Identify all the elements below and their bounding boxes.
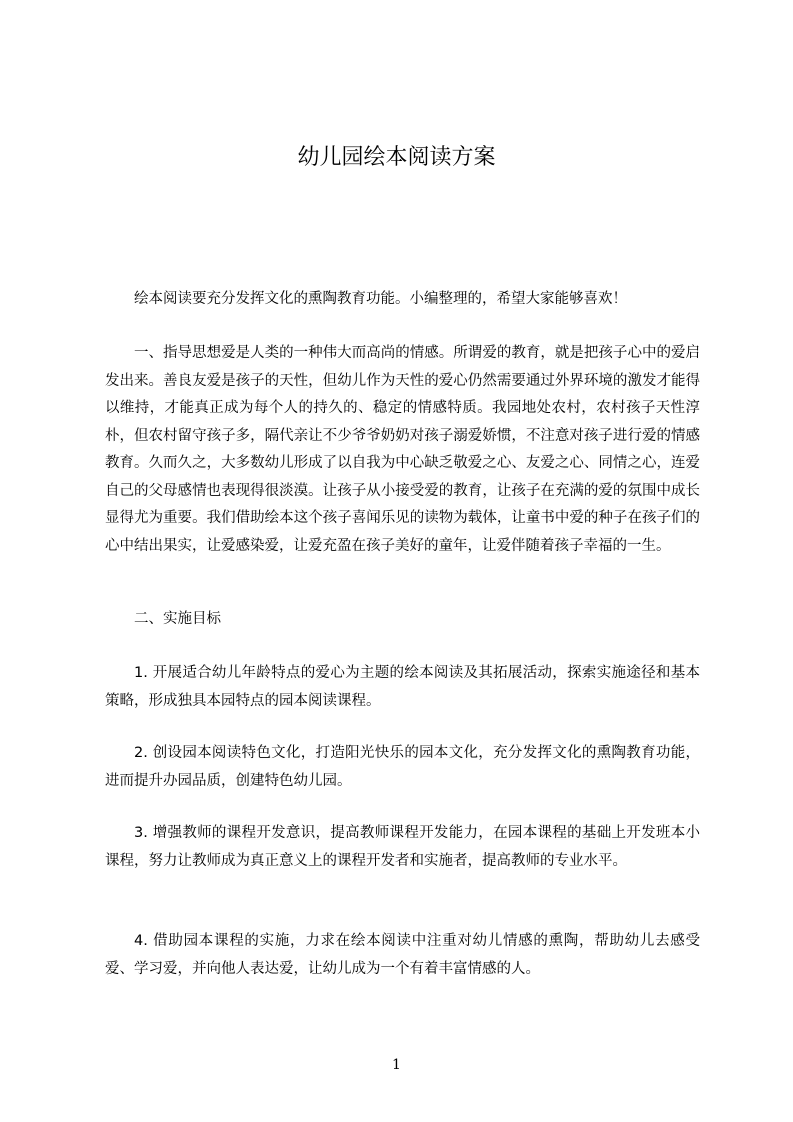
goal-item-1: 1. 开展适合幼儿年龄特点的爱心为主题的绘本阅读及其拓展活动，探索实施途径和基本策略，形成独具本园特点的园本阅读课程。 [105,665,700,709]
intro-paragraph: 绘本阅读要充分发挥文化的熏陶教育功能。小编整理的，希望大家能够喜欢！ [134,291,627,307]
document-title: 幼儿园绘本阅读方案 [297,145,496,170]
page-number: 1 [392,1057,401,1073]
guiding-thought-paragraph: 一、指导思想爱是人类的一种伟大而高尚的情感。所谓爱的教育，就是把孩子心中的爱启发出来。善良友爱是孩子的天性，但幼儿作为天性的爱心仍然需要通过外界环境的激发才能得以维持，才能真正成为每个人的持久的、稳定的情感特质。我园地处农村，农村孩子天性淳朴，但农村留守孩子多，隔代亲让不少爷爷奶奶对孩子溺爱娇惯，不注意对孩子进行爱的情感教育。久而久之，大多数幼儿形成了以自我为中心缺乏敬爱之心、友爱之心、同情之心，连爱自己的父母感情也表现得很淡漠。让孩子从小接受爱的教育，让孩子在充满的爱的氛围中成长显得尤为重要。我们借助绘本这个孩子喜闻乐见的读物为载体，让童书中爱的种子在孩子们的心中结出果实，让爱感染爱，让爱充盈在孩子美好的童年，让爱伴随着孩子幸福的一生。 [105,345,700,554]
goal-item-2: 2. 创设园本阅读特色文化，打造阳光快乐的园本文化，充分发挥文化的熏陶教育功能，进而提升办园品质，创建特色幼儿园。 [105,745,700,789]
goal-item-4: 4. 借助园本课程的实施，力求在绘本阅读中注重对幼儿情感的熏陶，帮助幼儿去感受爱、学习爱，并向他人表达爱，让幼儿成为一个有着丰富情感的人。 [105,933,700,977]
goal-item-3: 3. 增强教师的课程开发意识，提高教师课程开发能力，在园本课程的基础上开发班本小课程，努力让教师成为真正意义上的课程开发者和实施者，提高教师的专业水平。 [105,825,700,869]
section-heading-goals: 二、实施目标 [134,611,221,627]
